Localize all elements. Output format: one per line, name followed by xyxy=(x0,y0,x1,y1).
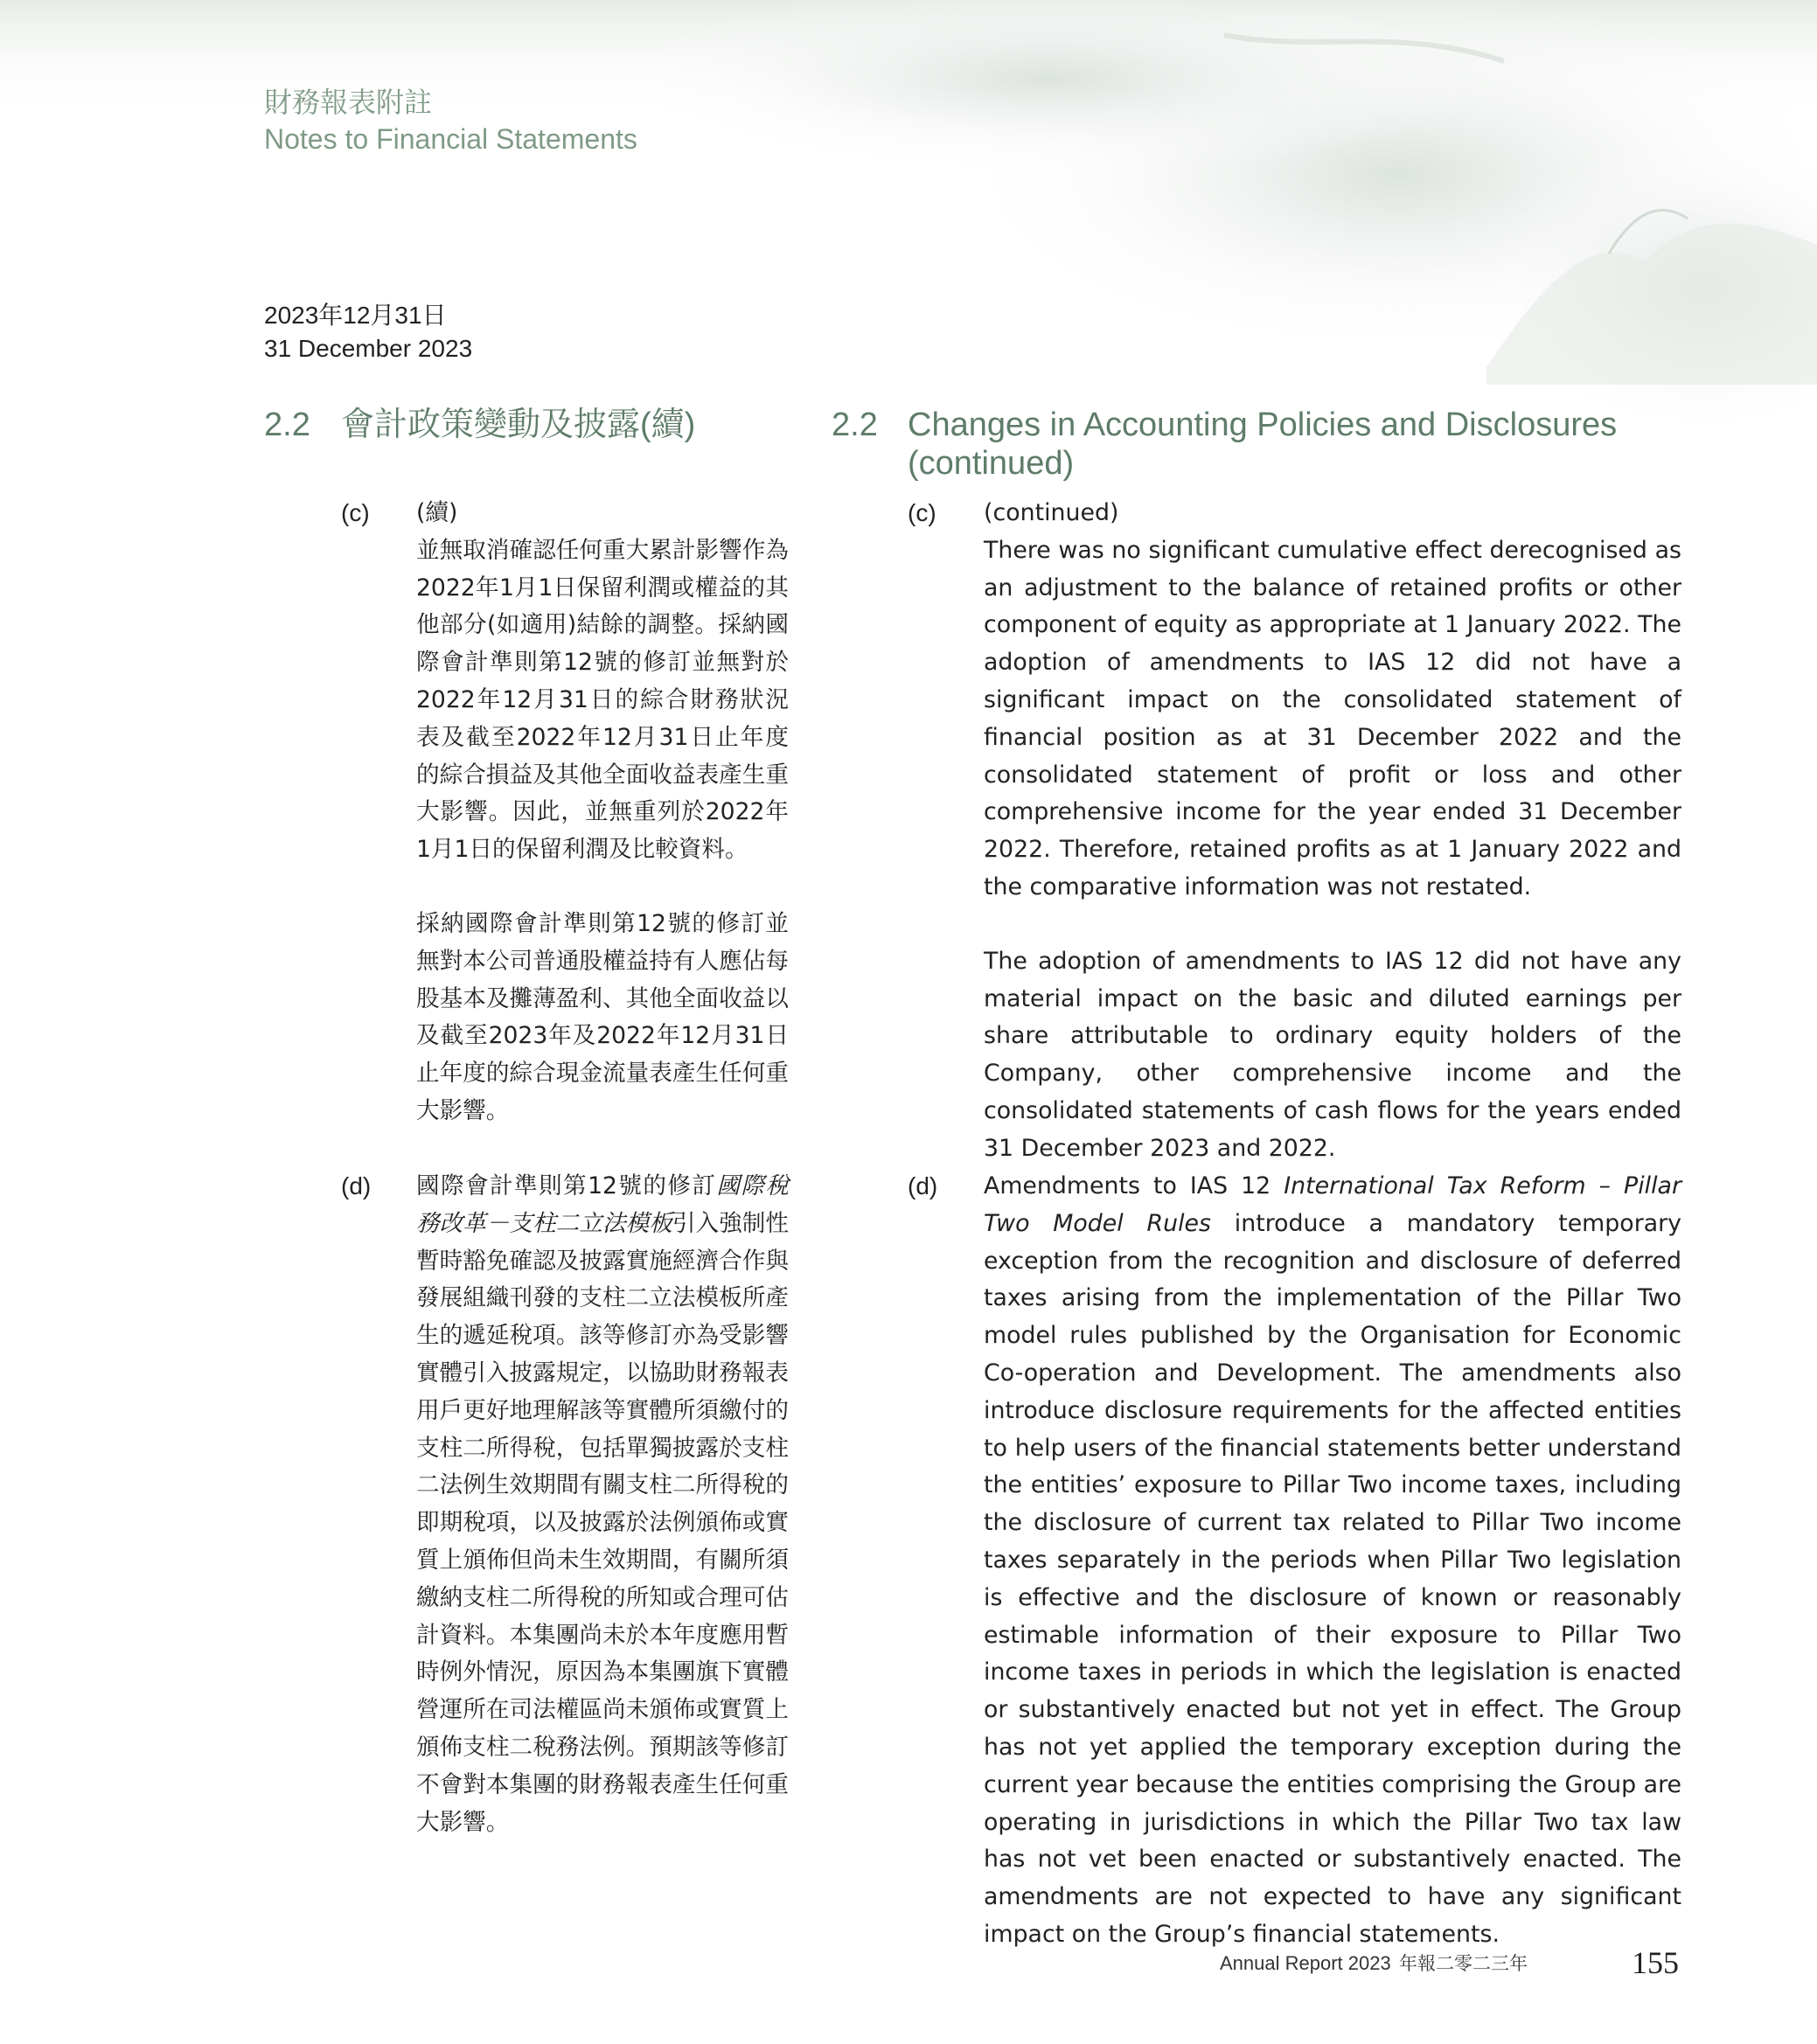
footer-report-zh: 年報二零二三年 xyxy=(1399,1953,1528,1974)
item-c-zh-lead: (續) xyxy=(416,499,458,526)
item-label-d-zh: (d) xyxy=(341,1172,372,1199)
item-d-zh-standard-title: 國際稅務改革－支柱二立法模板 xyxy=(416,1172,790,1237)
running-header-zh: 財務報表附註 xyxy=(264,87,433,118)
item-d-zh-paragraph xyxy=(416,1168,789,1841)
item-d-zh-post: 引入強制性暫時豁免確認及披露實施經濟合作與發展組織刊發的支柱二立法模板所產生的遞延稅項。該等修訂亦為受影響實體引入披露規定，以協助財務報表用戶更好地理解該等實體所須繳付的支柱二所得稅，包括單獨披露於支柱二法例生效期間有關支柱二所得稅的即期稅項，以及披露於法例頒佈或實質上頒佈但尚未生效期間，有關所須繳納支柱二所得稅的所知或合理可估計資料。本集團尚未於本年度應用暫時例外情況，原因為本集團旗下實體營運所在司法權區尚未頒佈或實質上頒佈支柱二稅務法例。預期該等修訂不會對本集團的財務報表產生任何重大影響。 xyxy=(416,1209,790,1836)
item-d-en-pre: Amendments to IAS 12 xyxy=(984,1172,1284,1199)
statement-date-en: 31 December 2023 xyxy=(264,335,473,362)
running-header-en: Notes to Financial Statements xyxy=(264,123,637,155)
item-c-en-text xyxy=(984,495,1681,1168)
item-c-zh-paragraph-2: 採納國際會計準則第12號的修訂並無對本公司普通股權益持有人應佔每股基本及攤薄盈利、其他全面收益以及截至2023年及2022年12月31日止年度的綜合現金流量表產生任何重大影響。 xyxy=(416,909,789,1124)
statement-date-zh: 2023年12月31日 xyxy=(264,302,447,329)
item-label-d-en: (d) xyxy=(908,1172,938,1199)
item-d-en-paragraph xyxy=(984,1168,1681,1954)
item-c-zh-paragraph-1: 並無取消確認任何重大累計影響作為2022年1月1日保留利潤或權益的其他部分(如適用)結餘的調整。採納國際會計準則第12號的修訂並無對於2022年12月31日的綜合財務狀況表及截至2022年12月31日止年度的綜合損益及其他全面收益表產生重大影響。因此，並無重列於2022年1月1日的保留利潤及比較資料。 xyxy=(416,536,789,864)
footer-report-en: Annual Report 2023 xyxy=(1220,1952,1391,1974)
item-d-en-standard-title: International Tax Reform – Pillar Two Model Rules xyxy=(984,1172,1681,1237)
section-title-zh: 會計政策變動及披露(續) xyxy=(341,407,696,443)
section-number-en: 2.2 xyxy=(832,407,878,443)
item-c-en-lead: (continued) xyxy=(984,499,1119,526)
item-c-zh-text xyxy=(416,495,789,1130)
page-number: 155 xyxy=(1632,1945,1679,1980)
section-number-zh: 2.2 xyxy=(264,407,310,443)
section-title-en: Changes in Accounting Policies and Disclosures (continued) xyxy=(908,407,1618,482)
item-d-zh-text xyxy=(416,1168,789,1841)
item-label-c-zh: (c) xyxy=(341,499,370,526)
item-c-en-paragraph-1: There was no significant cumulative effect derecognised as an adjustment to the balance of retained profits or other component of equity as appropriate at 1 January 2022. The adoption of amendments to IAS 12 did not have a significant impact on the consolidated statement of financial position as at 31 December 2022 and the consolidated statement of profit or loss and other comprehensive income for the year ended 31 December 2022. Therefore, retained profits as at 1 January 2022 and the comparative information was not restated. xyxy=(984,536,1681,900)
item-d-en-text xyxy=(984,1168,1681,1954)
ink-landscape-background xyxy=(0,0,1817,455)
item-c-en-paragraph-2: The adoption of amendments to IAS 12 did not have any material impact on the basic and diluted earnings per share attributable to ordinary equity holders of the Company, other comprehensive income and the consolidated statements of cash flows for the years ended 31 December 2023 and 2022. xyxy=(984,947,1681,1162)
item-d-en-post: introduce a mandatory temporary exception from the recognition and disclosure of deferred taxes arising from the implementation of the Pillar Two model rules published by the Organisation for Economic Co-operation and Development. The amendments also introduce disclosure requirements for the affected entities to help users of the financial statements better understand the entities’ exposure to Pillar Two income taxes, including the disclosure of current tax related to Pillar Two income taxes separately in the periods when Pillar Two legislation is effective and the disclosure of known or reasonably estimable information of their exposure to Pillar Two income taxes in periods in which the legislation is enacted or substantively enacted but not yet in effect. The Group has not yet applied the temporary exception during the current year because the entities comprising the Group are operating in jurisdictions in which the Pillar Two tax law has not vet been enacted or substantively enacted. The amendments are not expected to have any significant impact on the Group’s financial statements. xyxy=(984,1209,1682,1948)
item-label-c-en: (c) xyxy=(908,499,936,526)
item-d-zh-pre: 國際會計準則第12號的修訂 xyxy=(416,1172,717,1199)
